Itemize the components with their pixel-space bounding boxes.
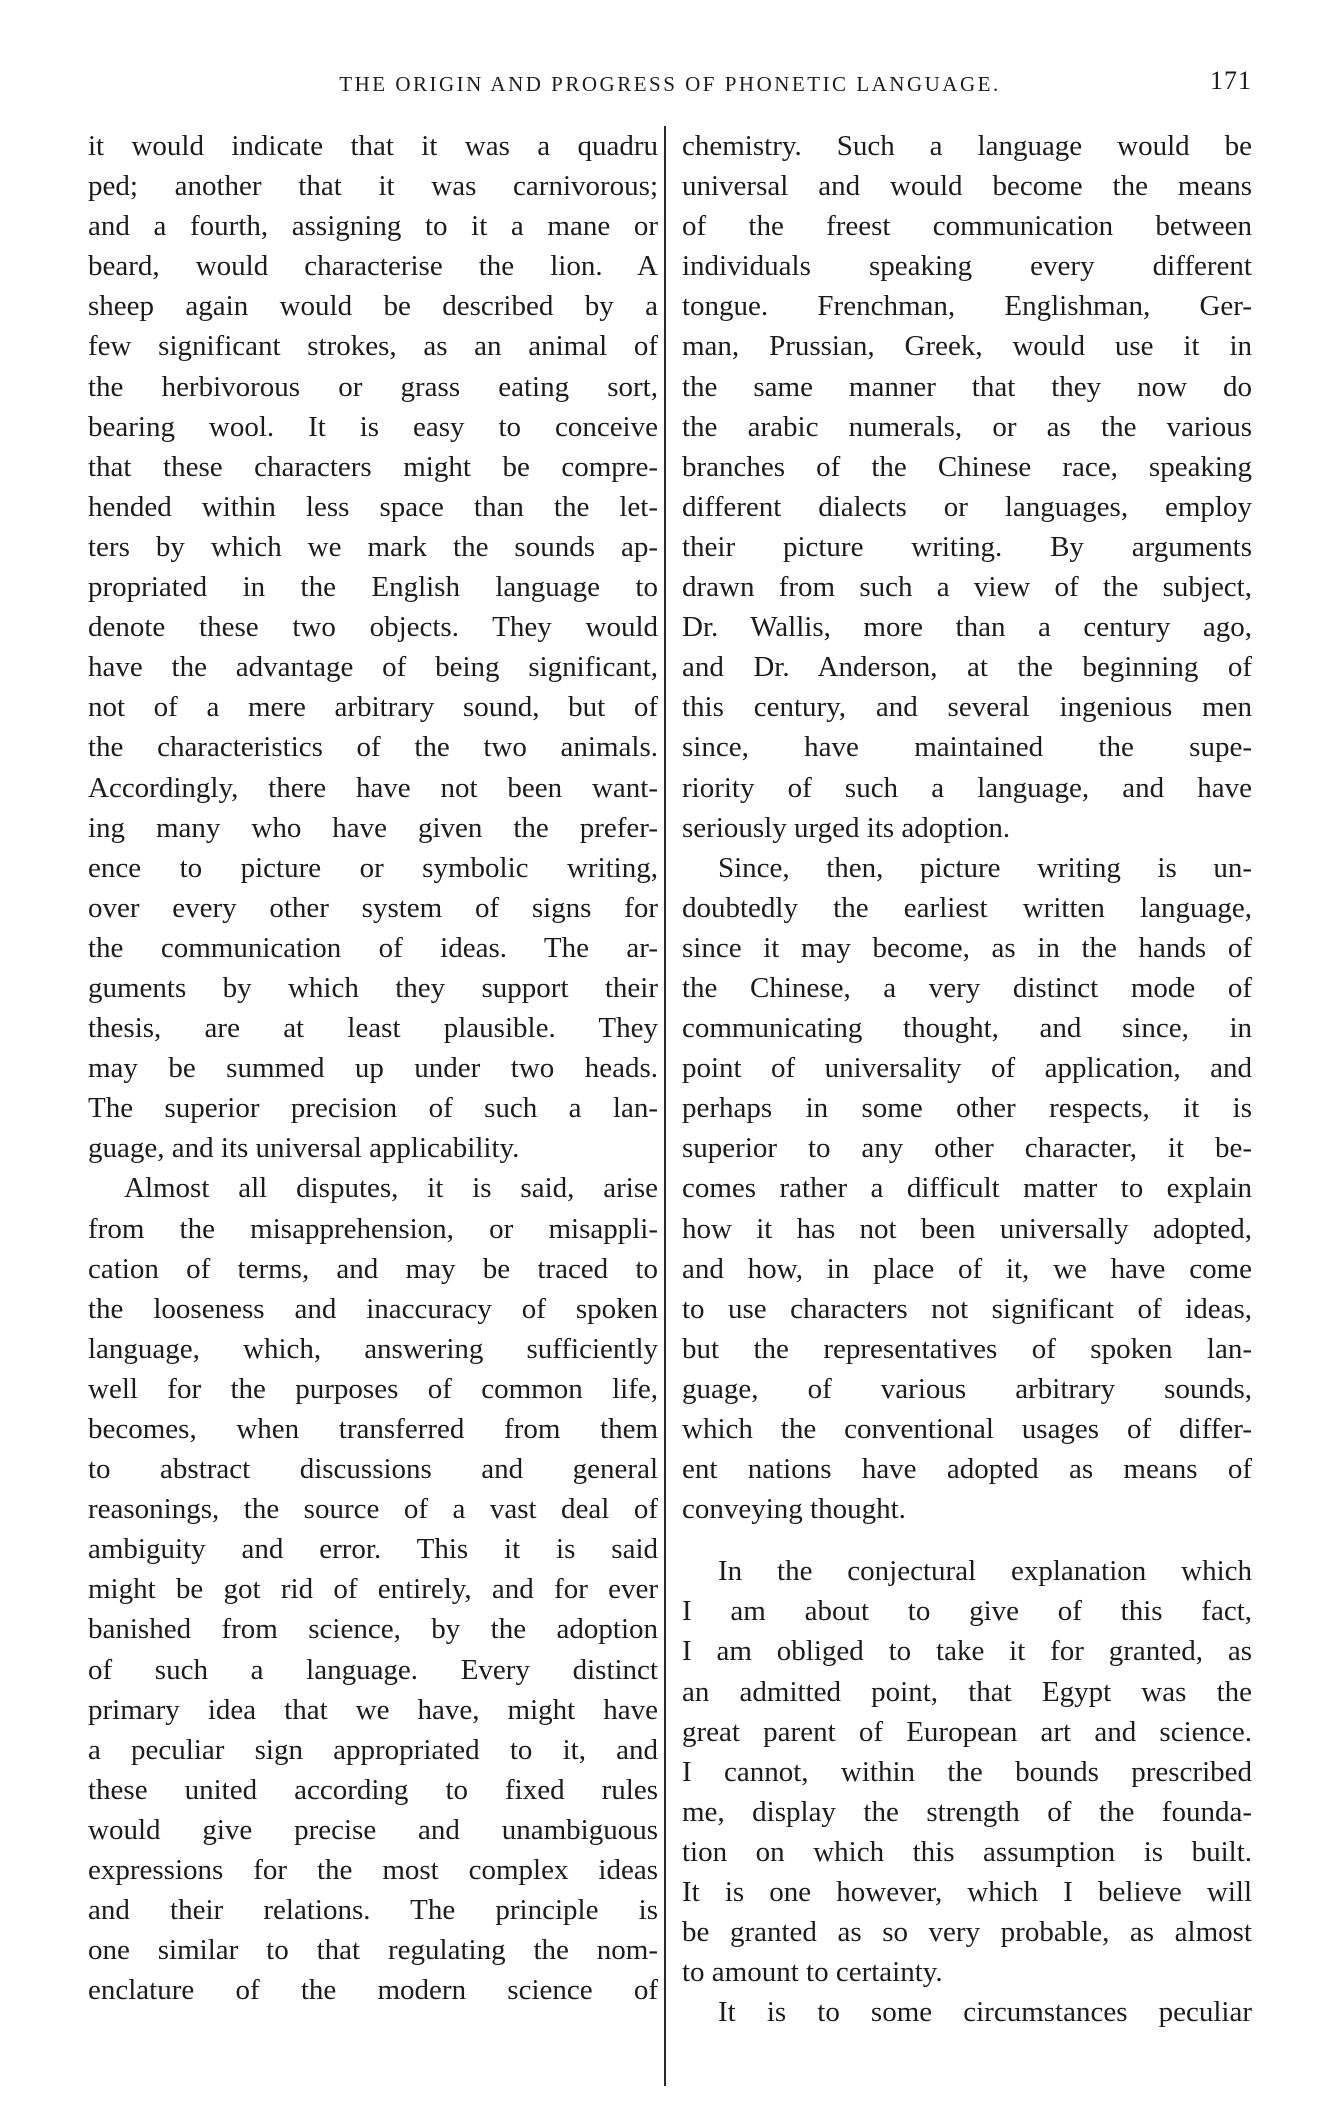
text-line: ence to picture or symbolic writing, [88,851,658,884]
text-line: of the freest communication between [682,210,1252,243]
text-line: riority of such a language, and have [682,771,1252,804]
text-line: me, display the strength of the founda- [682,1795,1252,1828]
paragraph-gap [682,1529,1252,1551]
text-line: doubtedly the earliest written language, [682,891,1252,924]
text-line: language, which, answering sufficiently [88,1332,658,1365]
text-line: I am obliged to take it for granted, as [682,1635,1252,1668]
text-line: the Chinese, a very distinct mode of [682,971,1252,1004]
text-line: Since, then, picture writing is un- [718,851,1252,884]
text-line: not of a mere arbitrary sound, but of [88,691,658,724]
running-title: THE ORIGIN AND PROGRESS OF PHONETIC LANGUAGE. [339,72,1001,96]
text-line: branches of the Chinese race, speaking [682,450,1252,483]
text-line: bearing wool. It is easy to conceive [88,410,658,443]
text-line: a peculiar sign appropriated to it, and [88,1733,658,1766]
text-line: the same manner that they now do [682,370,1252,403]
text-line: how it has not been universally adopted, [682,1212,1252,1245]
text-line: the herbivorous or grass eating sort, [88,370,658,403]
text-line: The superior precision of such a lan- [88,1092,658,1125]
text-line: individuals speaking every different [682,250,1252,283]
text-line: Almost all disputes, it is said, arise [124,1172,658,1205]
text-line: Accordingly, there have not been want- [88,771,658,804]
text-line: their picture writing. By arguments [682,530,1252,563]
column-divider [664,126,666,2086]
text-line: superior to any other character, it be- [682,1132,1252,1165]
text-line: of such a language. Every distinct [88,1653,658,1686]
text-line: conveying thought. [682,1493,906,1526]
text-line: the characteristics of the two animals. [88,731,658,764]
text-line: over every other system of signs for [88,891,658,924]
text-line: Dr. Wallis, more than a century ago, [682,611,1252,644]
text-line: but the representatives of spoken lan- [682,1332,1252,1365]
text-line: would give precise and unambiguous [88,1813,658,1846]
text-line: well for the purposes of common life, [88,1372,658,1405]
left-text-column [88,126,658,2091]
text-line: and their relations. The principle is [88,1894,658,1927]
text-line: great parent of European art and science. [682,1715,1252,1748]
text-line: different dialects or languages, employ [682,490,1252,523]
text-line: comes rather a difficult matter to explain [682,1172,1252,1205]
text-line: an admitted point, that Egypt was the [682,1675,1252,1708]
text-line: the communication of ideas. The ar- [88,931,658,964]
text-line: few significant strokes, as an animal of [88,330,658,363]
text-line: this century, and several ingenious men [682,691,1252,724]
right-text-column [682,126,1252,2091]
text-line: man, Prussian, Greek, would use it in [682,330,1252,363]
text-line: ters by which we mark the sounds ap- [88,530,658,563]
text-line: perhaps in some other respects, it is [682,1092,1252,1125]
text-line: It is one however, which I believe will [682,1876,1252,1909]
text-line: beard, would characterise the lion. A [88,250,658,283]
text-line: denote these two objects. They would [88,611,658,644]
text-line: it would indicate that it was a quadru [88,130,658,162]
text-line: that these characters might be compre- [88,450,658,483]
text-line: these united according to fixed rules [88,1773,658,1806]
text-line: I cannot, within the bounds prescribed [682,1755,1252,1788]
text-line: guage, of various arbitrary sounds, [682,1372,1252,1405]
text-line: seriously urged its adoption. [682,811,1011,844]
text-line: It is to some circumstances peculiar [718,1996,1252,2029]
text-line: hended within less space than the let- [88,490,658,523]
text-line: since it may become, as in the hands of [682,931,1252,964]
text-line: In the conjectural explanation which [718,1555,1252,1588]
text-line: be granted as so very probable, as almost [682,1916,1252,1949]
text-line: from the misapprehension, or misappli- [88,1212,658,1245]
text-line: thesis, are at least plausible. They [88,1012,658,1045]
text-line: to amount to certainty. [682,1956,943,1989]
text-line: the looseness and inaccuracy of spoken [88,1292,658,1325]
text-line: and a fourth, assigning to it a mane or [88,210,658,243]
text-line: which the conventional usages of differ- [682,1413,1252,1445]
text-line: reasonings, the source of a vast deal of [88,1493,658,1526]
text-line: drawn from such a view of the subject, [682,571,1252,604]
text-line: guments by which they support their [88,971,658,1004]
text-line: propriated in the English language to [88,571,658,604]
text-line: to use characters not significant of ideas, [682,1292,1252,1325]
text-line: becomes, when transferred from them [88,1413,658,1445]
text-line: ing many who have given the prefer- [88,811,658,844]
page-number: 171 [1210,66,1252,95]
text-line: enclature of the modern science of [88,1974,658,2007]
text-line: primary idea that we have, might have [88,1693,658,1726]
text-line: might be got rid of entirely, and for ever [88,1573,658,1606]
text-line: ent nations have adopted as means of [682,1453,1252,1486]
text-line: and Dr. Anderson, at the beginning of [682,651,1252,684]
text-line: I am about to give of this fact, [682,1595,1252,1628]
text-line: since, have maintained the supe- [682,731,1252,764]
text-line: to abstract discussions and general [88,1453,658,1486]
text-line: banished from science, by the adoption [88,1613,658,1646]
text-line: ped; another that it was carnivorous; [88,170,658,203]
text-line: the arabic numerals, or as the various [682,410,1252,443]
text-line: cation of terms, and may be traced to [88,1252,658,1285]
text-line: and how, in place of it, we have come [682,1252,1252,1285]
text-line: universal and would become the means [682,170,1252,203]
page-header [80,66,1260,106]
text-line: tongue. Frenchman, Englishman, Ger- [682,290,1252,323]
text-line: guage, and its universal applicability. [88,1132,520,1165]
text-line: may be summed up under two heads. [88,1052,658,1085]
text-line: have the advantage of being significant, [88,651,658,684]
text-line: sheep again would be described by a [88,290,658,323]
text-line: chemistry. Such a language would be [682,130,1252,162]
text-line: ambiguity and error. This it is said [88,1533,658,1566]
text-line: expressions for the most complex ideas [88,1854,658,1887]
text-line: point of universality of application, and [682,1052,1252,1085]
text-line: tion on which this assumption is built. [682,1835,1252,1868]
text-line: one similar to that regulating the nom- [88,1934,658,1967]
text-line: communicating thought, and since, in [682,1012,1252,1045]
